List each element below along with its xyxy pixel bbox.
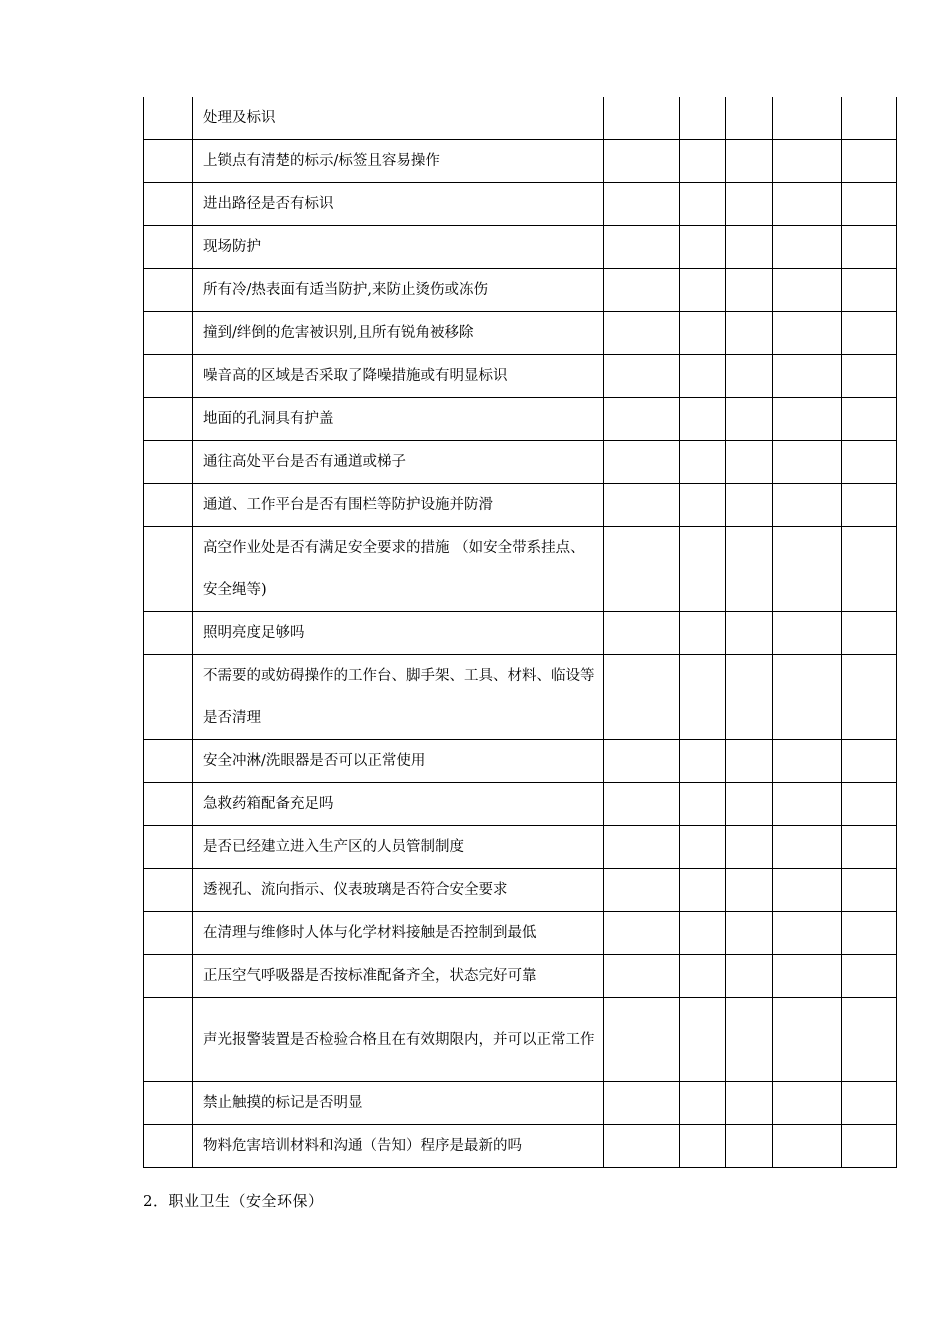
check-item-cell: 通往高处平台是否有通道或梯子 [193, 441, 604, 484]
index-cell [144, 441, 193, 484]
result-cell[interactable] [604, 441, 680, 484]
na-cell[interactable] [773, 912, 842, 955]
index-cell [144, 998, 193, 1082]
check-item-cell: 禁止触摸的标记是否明显 [193, 1082, 604, 1125]
na-cell[interactable] [773, 869, 842, 912]
na-cell[interactable] [773, 441, 842, 484]
no-cell[interactable] [726, 655, 773, 740]
no-cell[interactable] [726, 484, 773, 527]
result-cell[interactable] [604, 912, 680, 955]
result-cell[interactable] [604, 97, 680, 140]
na-cell[interactable] [773, 955, 842, 998]
check-item-cell: 安全冲淋/洗眼器是否可以正常使用 [193, 740, 604, 783]
no-cell[interactable] [726, 955, 773, 998]
no-cell[interactable] [726, 441, 773, 484]
result-cell[interactable] [604, 783, 680, 826]
na-cell[interactable] [773, 612, 842, 655]
remark-cell[interactable] [842, 612, 897, 655]
table-row [144, 783, 897, 826]
yes-cell[interactable] [680, 612, 726, 655]
na-cell[interactable] [773, 183, 842, 226]
index-cell [144, 740, 193, 783]
result-cell[interactable] [604, 226, 680, 269]
yes-cell[interactable] [680, 1125, 726, 1168]
yes-cell[interactable] [680, 826, 726, 869]
remark-cell[interactable] [842, 955, 897, 998]
no-cell[interactable] [726, 1125, 773, 1168]
no-cell[interactable] [726, 998, 773, 1082]
index-cell [144, 612, 193, 655]
yes-cell[interactable] [680, 783, 726, 826]
remark-cell[interactable] [842, 998, 897, 1082]
yes-cell[interactable] [680, 441, 726, 484]
na-cell[interactable] [773, 97, 842, 140]
remark-cell[interactable] [842, 869, 897, 912]
yes-cell[interactable] [680, 355, 726, 398]
check-item-cell: 物料危害培训材料和沟通（告知）程序是最新的吗 [193, 1125, 604, 1168]
table-row [144, 1082, 897, 1125]
no-cell[interactable] [726, 912, 773, 955]
no-cell[interactable] [726, 269, 773, 312]
na-cell[interactable] [773, 355, 842, 398]
table-row [144, 998, 897, 1082]
index-cell [144, 226, 193, 269]
no-cell[interactable] [726, 355, 773, 398]
table-row [144, 269, 897, 312]
remark-cell[interactable] [842, 655, 897, 740]
table-row [144, 398, 897, 441]
yes-cell[interactable] [680, 869, 726, 912]
na-cell[interactable] [773, 140, 842, 183]
result-cell[interactable] [604, 183, 680, 226]
check-item-cell: 所有冷/热表面有适当防护,来防止烫伤或冻伤 [193, 269, 604, 312]
checklist-body [144, 97, 897, 1168]
index-cell [144, 140, 193, 183]
index-cell [144, 826, 193, 869]
no-cell[interactable] [726, 740, 773, 783]
yes-cell[interactable] [680, 97, 726, 140]
yes-cell[interactable] [680, 740, 726, 783]
index-cell [144, 783, 193, 826]
index-cell [144, 269, 193, 312]
checklist-table [143, 97, 897, 1168]
check-item-cell: 正压空气呼吸器是否按标准配备齐全，状态完好可靠 [193, 955, 604, 998]
table-row [144, 441, 897, 484]
index-cell [144, 1125, 193, 1168]
no-cell[interactable] [726, 612, 773, 655]
no-cell[interactable] [726, 1082, 773, 1125]
table-row [144, 826, 897, 869]
index-cell [144, 355, 193, 398]
no-cell[interactable] [726, 826, 773, 869]
result-cell[interactable] [604, 869, 680, 912]
yes-cell[interactable] [680, 398, 726, 441]
check-item-cell: 是否已经建立进入生产区的人员管制制度 [193, 826, 604, 869]
yes-cell[interactable] [680, 912, 726, 955]
yes-cell[interactable] [680, 269, 726, 312]
yes-cell[interactable] [680, 527, 726, 612]
no-cell[interactable] [726, 226, 773, 269]
section-heading: 2．职业卫生（安全环保） [143, 1192, 324, 1210]
check-item-cell: 现场防护 [193, 226, 604, 269]
check-item-cell: 高空作业处是否有满足安全要求的措施 （如安全带系挂点、安全绳等) [193, 527, 604, 612]
na-cell[interactable] [773, 398, 842, 441]
index-cell [144, 869, 193, 912]
remark-cell[interactable] [842, 527, 897, 612]
remark-cell[interactable] [842, 1082, 897, 1125]
index-cell [144, 1082, 193, 1125]
na-cell[interactable] [773, 740, 842, 783]
no-cell[interactable] [726, 312, 773, 355]
check-item-cell: 急救药箱配备充足吗 [193, 783, 604, 826]
no-cell[interactable] [726, 783, 773, 826]
remark-cell[interactable] [842, 269, 897, 312]
remark-cell[interactable] [842, 912, 897, 955]
remark-cell[interactable] [842, 826, 897, 869]
remark-cell[interactable] [842, 355, 897, 398]
na-cell[interactable] [773, 226, 842, 269]
check-item-cell: 地面的孔洞具有护盖 [193, 398, 604, 441]
index-cell [144, 484, 193, 527]
check-item-cell: 上锁点有清楚的标示/标签且容易操作 [193, 140, 604, 183]
result-cell[interactable] [604, 140, 680, 183]
result-cell[interactable] [604, 612, 680, 655]
no-cell[interactable] [726, 527, 773, 612]
result-cell[interactable] [604, 998, 680, 1082]
na-cell[interactable] [773, 312, 842, 355]
check-item-cell: 通道、工作平台是否有围栏等防护设施并防滑 [193, 484, 604, 527]
index-cell [144, 312, 193, 355]
table-row [144, 655, 897, 740]
table-row [144, 1125, 897, 1168]
table-row [144, 527, 897, 612]
na-cell[interactable] [773, 527, 842, 612]
result-cell[interactable] [604, 398, 680, 441]
check-item-cell: 撞到/绊倒的危害被识别,且所有锐角被移除 [193, 312, 604, 355]
yes-cell[interactable] [680, 655, 726, 740]
index-cell [144, 183, 193, 226]
table-row [144, 312, 897, 355]
remark-cell[interactable] [842, 97, 897, 140]
remark-cell[interactable] [842, 441, 897, 484]
no-cell[interactable] [726, 869, 773, 912]
result-cell[interactable] [604, 355, 680, 398]
result-cell[interactable] [604, 1125, 680, 1168]
result-cell[interactable] [604, 740, 680, 783]
table-row [144, 912, 897, 955]
na-cell[interactable] [773, 998, 842, 1082]
check-item-cell: 进出路径是否有标识 [193, 183, 604, 226]
na-cell[interactable] [773, 783, 842, 826]
remark-cell[interactable] [842, 1125, 897, 1168]
remark-cell[interactable] [842, 783, 897, 826]
check-item-cell: 透视孔、流向指示、仪表玻璃是否符合安全要求 [193, 869, 604, 912]
yes-cell[interactable] [680, 183, 726, 226]
yes-cell[interactable] [680, 312, 726, 355]
table-row [144, 355, 897, 398]
yes-cell[interactable] [680, 226, 726, 269]
remark-cell[interactable] [842, 140, 897, 183]
yes-cell[interactable] [680, 1082, 726, 1125]
no-cell[interactable] [726, 398, 773, 441]
na-cell[interactable] [773, 826, 842, 869]
remark-cell[interactable] [842, 484, 897, 527]
result-cell[interactable] [604, 826, 680, 869]
yes-cell[interactable] [680, 484, 726, 527]
result-cell[interactable] [604, 269, 680, 312]
result-cell[interactable] [604, 955, 680, 998]
no-cell[interactable] [726, 97, 773, 140]
check-item-cell: 噪音高的区域是否采取了降噪措施或有明显标识 [193, 355, 604, 398]
table-row [144, 612, 897, 655]
remark-cell[interactable] [842, 740, 897, 783]
table-row [144, 97, 897, 140]
result-cell[interactable] [604, 655, 680, 740]
check-item-cell: 不需要的或妨碍操作的工作台、脚手架、工具、材料、临设等是否清理 [193, 655, 604, 740]
table-row [144, 869, 897, 912]
na-cell[interactable] [773, 655, 842, 740]
no-cell[interactable] [726, 183, 773, 226]
table-row [144, 183, 897, 226]
table-row [144, 955, 897, 998]
index-cell [144, 97, 193, 140]
na-cell[interactable] [773, 1125, 842, 1168]
index-cell [144, 527, 193, 612]
remark-cell[interactable] [842, 183, 897, 226]
index-cell [144, 655, 193, 740]
table-row [144, 740, 897, 783]
remark-cell[interactable] [842, 398, 897, 441]
remark-cell[interactable] [842, 312, 897, 355]
result-cell[interactable] [604, 312, 680, 355]
index-cell [144, 955, 193, 998]
yes-cell[interactable] [680, 955, 726, 998]
yes-cell[interactable] [680, 998, 726, 1082]
index-cell [144, 912, 193, 955]
yes-cell[interactable] [680, 140, 726, 183]
check-item-cell: 声光报警装置是否检验合格且在有效期限内，并可以正常工作 [193, 998, 604, 1082]
check-item-cell: 处理及标识 [193, 97, 604, 140]
table-row [144, 140, 897, 183]
na-cell[interactable] [773, 484, 842, 527]
na-cell[interactable] [773, 1082, 842, 1125]
table-row [144, 226, 897, 269]
remark-cell[interactable] [842, 226, 897, 269]
check-item-cell: 在清理与维修时人体与化学材料接触是否控制到最低 [193, 912, 604, 955]
index-cell [144, 398, 193, 441]
table-row [144, 484, 897, 527]
result-cell[interactable] [604, 484, 680, 527]
check-item-cell: 照明亮度足够吗 [193, 612, 604, 655]
result-cell[interactable] [604, 527, 680, 612]
no-cell[interactable] [726, 140, 773, 183]
result-cell[interactable] [604, 1082, 680, 1125]
na-cell[interactable] [773, 269, 842, 312]
